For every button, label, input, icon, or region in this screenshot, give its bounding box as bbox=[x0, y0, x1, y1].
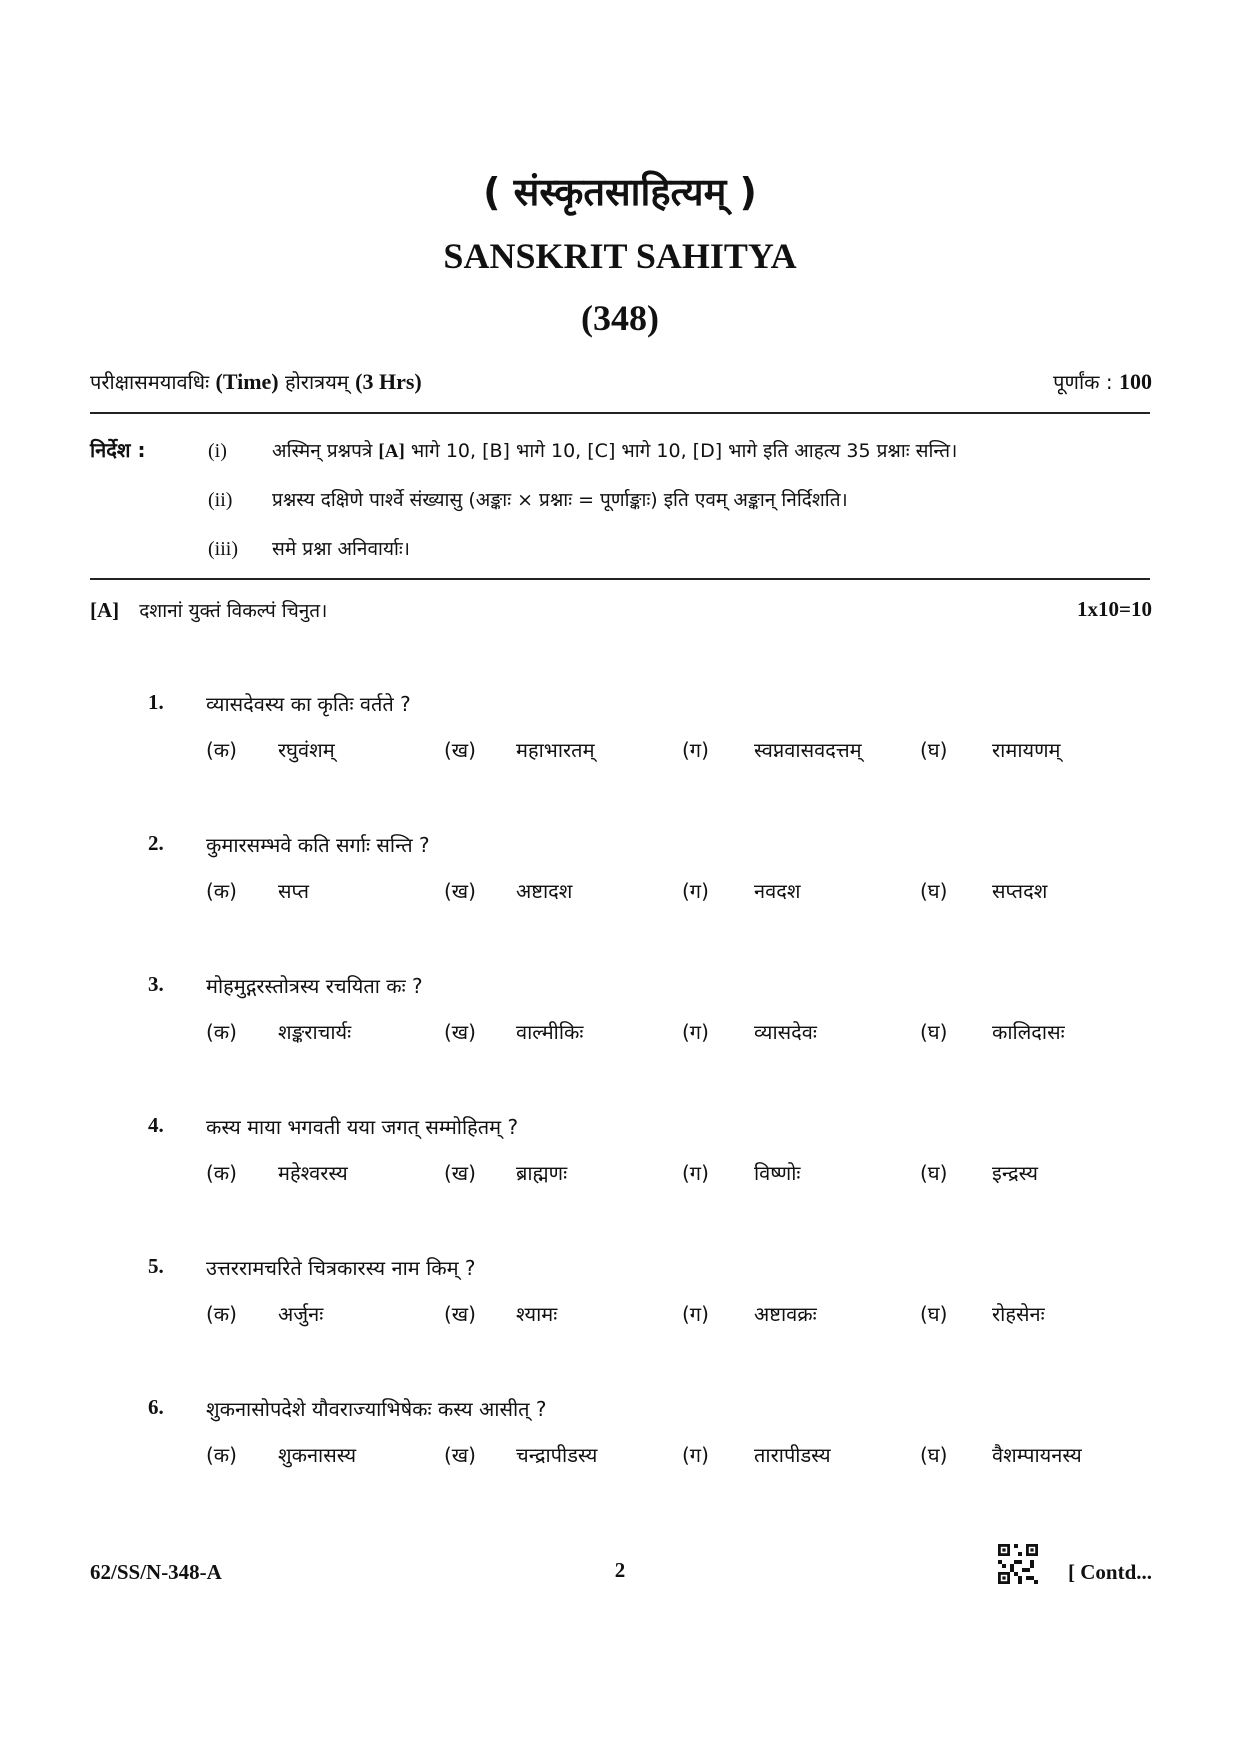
continued-marker: [ Contd... bbox=[1067, 1560, 1152, 1584]
page-title-english: SANSKRIT SAHITYA bbox=[443, 236, 797, 276]
answer-option bbox=[682, 877, 800, 904]
divider-top bbox=[90, 412, 1150, 414]
option-text: विष्णोः bbox=[754, 1161, 801, 1185]
option-text: श्यामः bbox=[516, 1302, 558, 1326]
instruction-number: (ii) bbox=[208, 489, 233, 511]
time-value: (Time) bbox=[215, 369, 279, 394]
option-label: (घ) bbox=[920, 1161, 948, 1185]
option-label: (ग) bbox=[682, 1302, 709, 1326]
marks-value: 100 bbox=[1119, 369, 1152, 394]
answer-option bbox=[444, 1018, 583, 1045]
instruction-text: अस्मिन् प्रश्नपत्रे [A] भागे 10, [B] भागे 10, [C] भागे 10, [D] भागे इति आहत्य 35 प्रश्नाः सन्ति। bbox=[272, 440, 958, 462]
option-label: (ग) bbox=[682, 1020, 709, 1044]
option-text: चन्द्रापीडस्य bbox=[516, 1443, 598, 1467]
option-text: सप्त bbox=[278, 879, 310, 903]
answer-option bbox=[920, 736, 1061, 763]
instruction-item bbox=[208, 486, 848, 512]
question-text: शुकनासोपदेशे यौवराज्याभिषेकः कस्य आसीत् ? bbox=[206, 1397, 547, 1421]
time-duration-en: (3 Hrs) bbox=[355, 369, 422, 394]
option-text: सप्तदश bbox=[992, 879, 1048, 903]
option-label: (क) bbox=[206, 1020, 237, 1044]
question-text: उत्तररामचरिते चित्रकारस्य नाम किम् ? bbox=[206, 1256, 476, 1280]
question-number: 6. bbox=[148, 1395, 164, 1419]
option-text: रोहसेनः bbox=[992, 1302, 1045, 1326]
question-text: व्यासदेवस्य का कृतिः वर्तते ? bbox=[206, 692, 411, 716]
option-text: महाभारतम् bbox=[516, 738, 595, 762]
option-text: अर्जुनः bbox=[278, 1302, 324, 1326]
time-label: परीक्षासमयावधिः bbox=[90, 370, 210, 394]
option-text: शङ्कराचार्यः bbox=[278, 1020, 352, 1044]
option-text: शुकनासस्य bbox=[278, 1443, 357, 1467]
answer-option bbox=[444, 877, 572, 904]
answer-option bbox=[682, 1441, 831, 1468]
answer-option bbox=[920, 1441, 1082, 1468]
option-label: (घ) bbox=[920, 1443, 948, 1467]
option-label: (ग) bbox=[682, 1443, 709, 1467]
page-title-devanagari: ( संस्कृतसाहित्यम् ) bbox=[483, 170, 757, 214]
instructions-label: निर्देश : bbox=[90, 438, 146, 462]
time-duration-dev: होरात्रयम् bbox=[285, 370, 349, 394]
option-label: (क) bbox=[206, 1443, 237, 1467]
question-number: 2. bbox=[148, 831, 164, 855]
qr-code-icon bbox=[998, 1544, 1038, 1584]
answer-option bbox=[682, 736, 862, 763]
answer-option bbox=[682, 1018, 817, 1045]
option-label: (क) bbox=[206, 1302, 237, 1326]
answer-option bbox=[920, 1300, 1045, 1327]
option-label: (घ) bbox=[920, 1020, 948, 1044]
option-label: (घ) bbox=[920, 1302, 948, 1326]
option-label: (ख) bbox=[444, 1443, 476, 1467]
answer-option bbox=[444, 736, 595, 763]
option-label: (ख) bbox=[444, 879, 476, 903]
option-text: व्यासदेवः bbox=[754, 1020, 817, 1044]
section-label: [A] bbox=[90, 598, 120, 622]
answer-option bbox=[920, 1018, 1065, 1045]
option-text: रघुवंशम् bbox=[278, 738, 335, 762]
question-number: 4. bbox=[148, 1113, 164, 1137]
instruction-item bbox=[208, 437, 957, 463]
exam-time bbox=[90, 368, 422, 395]
answer-option bbox=[206, 1441, 356, 1468]
instruction-text: समे प्रश्ना अनिवार्याः। bbox=[272, 538, 410, 560]
instruction-item bbox=[208, 535, 410, 561]
answer-option bbox=[682, 1300, 817, 1327]
answer-option bbox=[920, 1159, 1038, 1186]
option-text: वैशम्पायनस्य bbox=[992, 1443, 1082, 1467]
section-marks: 1x10=10 bbox=[1077, 597, 1152, 621]
option-label: (घ) bbox=[920, 738, 948, 762]
marks-label: पूर्णांक : bbox=[1053, 370, 1113, 394]
answer-option bbox=[206, 1300, 323, 1327]
answer-option bbox=[682, 1159, 800, 1186]
page-number: 2 bbox=[614, 1558, 626, 1582]
option-text: अष्टादश bbox=[516, 879, 573, 903]
answer-option bbox=[444, 1441, 597, 1468]
option-label: (क) bbox=[206, 738, 237, 762]
option-text: रामायणम् bbox=[992, 738, 1061, 762]
option-text: अष्टावक्रः bbox=[754, 1302, 817, 1326]
option-label: (ग) bbox=[682, 738, 709, 762]
option-text: इन्द्रस्य bbox=[992, 1161, 1038, 1185]
option-label: (ग) bbox=[682, 1161, 709, 1185]
question-number: 5. bbox=[148, 1254, 164, 1278]
question-text: मोहमुद्गरस्तोत्रस्य रचयिता कः ? bbox=[206, 974, 423, 998]
divider-instructions bbox=[90, 578, 1150, 580]
option-label: (ख) bbox=[444, 1161, 476, 1185]
option-text: नवदश bbox=[754, 879, 801, 903]
option-text: महेश्वरस्य bbox=[278, 1161, 348, 1185]
instruction-number: (iii) bbox=[208, 538, 238, 560]
question-text: कुमारसम्भवे कति सर्गाः सन्ति ? bbox=[206, 833, 430, 857]
question-number: 3. bbox=[148, 972, 164, 996]
option-label: (ख) bbox=[444, 738, 476, 762]
answer-option bbox=[206, 736, 335, 763]
section-heading bbox=[90, 597, 327, 623]
section-text: दशानां युक्तं विकल्पं चिनुत। bbox=[139, 600, 328, 622]
instruction-number: (i) bbox=[208, 440, 227, 462]
answer-option bbox=[206, 1018, 351, 1045]
answer-option bbox=[206, 877, 309, 904]
option-text: ब्राह्मणः bbox=[516, 1161, 568, 1185]
subject-code: (348) bbox=[581, 298, 659, 338]
option-label: (ख) bbox=[444, 1020, 476, 1044]
answer-option bbox=[920, 877, 1047, 904]
option-text: तारापीडस्य bbox=[754, 1443, 831, 1467]
answer-option bbox=[206, 1159, 348, 1186]
option-text: वाल्मीकिः bbox=[516, 1020, 584, 1044]
answer-option bbox=[444, 1159, 567, 1186]
option-text: स्वप्नवासवदत्तम् bbox=[754, 738, 862, 762]
total-marks bbox=[1053, 368, 1152, 395]
option-label: (क) bbox=[206, 879, 237, 903]
option-label: (क) bbox=[206, 1161, 237, 1185]
option-label: (ख) bbox=[444, 1302, 476, 1326]
option-label: (ग) bbox=[682, 879, 709, 903]
paper-code: 62/SS/N-348-A bbox=[90, 1560, 222, 1584]
instruction-text: प्रश्नस्य दक्षिणे पार्श्वे संख्यासु (अङ्काः × प्रश्नाः = पूर्णाङ्काः) इति एवम् अङ्कान् निर्दिशति। bbox=[272, 489, 848, 511]
question-number: 1. bbox=[148, 690, 164, 714]
answer-option bbox=[444, 1300, 557, 1327]
question-text: कस्य माया भगवती यया जगत् सम्मोहितम् ? bbox=[206, 1115, 519, 1139]
option-text: कालिदासः bbox=[992, 1020, 1065, 1044]
option-label: (घ) bbox=[920, 879, 948, 903]
